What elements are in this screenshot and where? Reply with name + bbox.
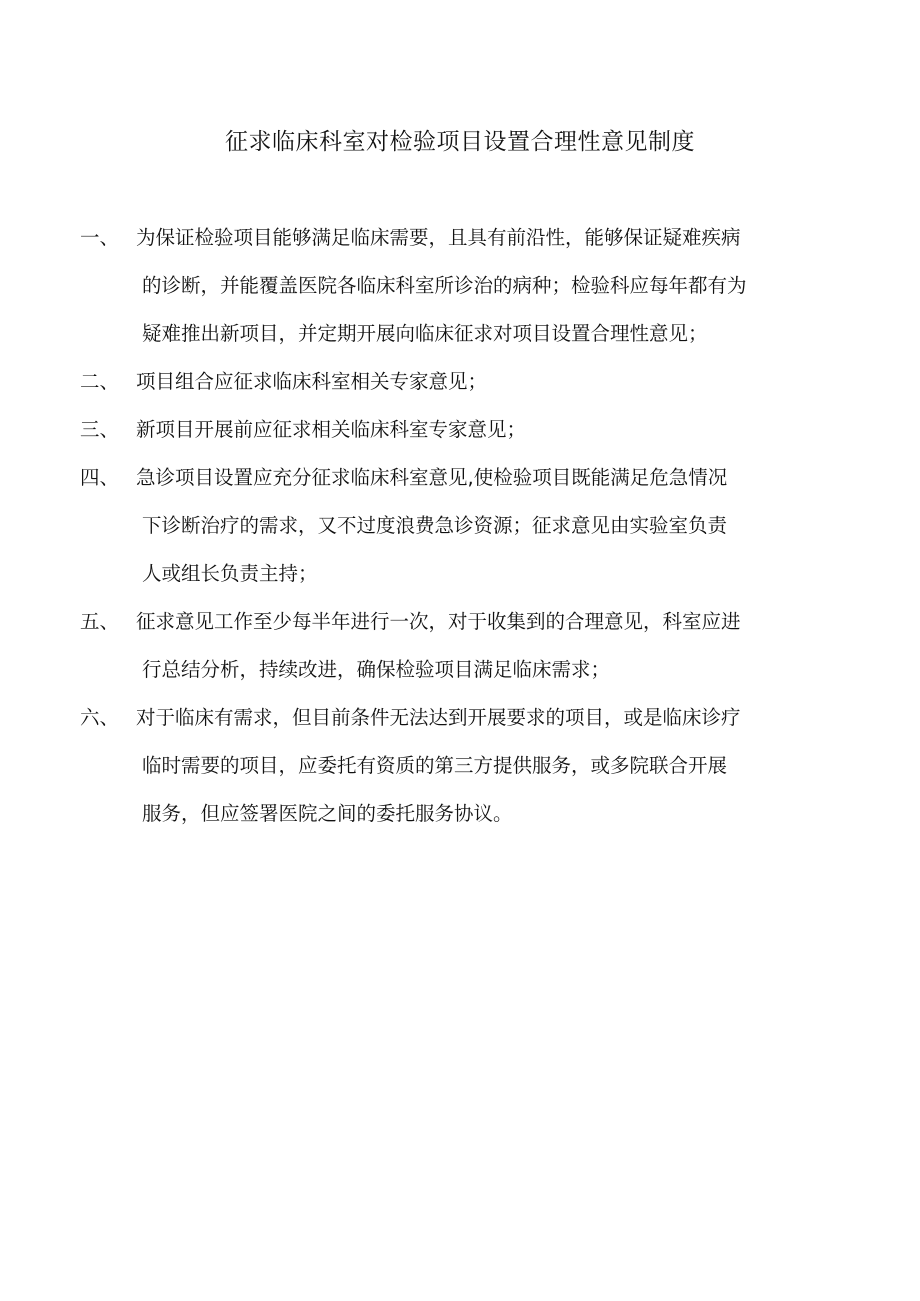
clause-3 <box>80 406 860 454</box>
document-title: 征求临床科室对检验项目设置合理性意见制度 <box>225 129 695 155</box>
clause-5 <box>80 598 860 694</box>
clause-text <box>136 358 860 406</box>
clause-number: 五、 <box>80 610 120 633</box>
clause-line: 行总结分析，持续改进，确保检验项目满足临床需求； <box>142 658 611 681</box>
clause-number: 二、 <box>80 370 120 393</box>
clause-line: 下诊断治疗的需求，又不过度浪费急诊资源；征求意见由实验室负责 <box>142 514 728 537</box>
clause-list <box>80 214 860 838</box>
clause-6 <box>80 694 860 838</box>
clause-line: 服务，但应签署医院之间的委托服务协议。 <box>142 802 513 825</box>
clause-line: 项目组合应征求临床科室相关专家意见； <box>136 370 488 393</box>
clause-text <box>136 406 860 454</box>
clause-line: 为保证检验项目能够满足临床需要，且具有前沿性，能够保证疑难疾病 <box>136 226 741 249</box>
clause-line: 急诊项目设置应充分征求临床科室意见,使检验项目既能满足危急情况 <box>136 466 728 489</box>
clause-2 <box>80 358 860 406</box>
clause-text <box>136 214 860 358</box>
clause-text <box>136 598 860 694</box>
clause-line: 的诊断，并能覆盖医院各临床科室所诊治的病种；检验科应每年都有为 <box>142 274 747 297</box>
clause-number: 三、 <box>80 418 120 441</box>
clause-line: 新项目开展前应征求相关临床科室专家意见； <box>136 418 527 441</box>
clause-4 <box>80 454 860 598</box>
clause-line: 人或组长负责主持； <box>142 562 318 585</box>
clause-line: 征求意见工作至少每半年进行一次，对于收集到的合理意见，科室应进 <box>136 610 741 633</box>
clause-line: 对于临床有需求，但目前条件无法达到开展要求的项目，或是临床诊疗 <box>136 706 741 729</box>
clause-1 <box>80 214 860 358</box>
clause-number: 一、 <box>80 226 120 249</box>
clause-number: 四、 <box>80 466 120 489</box>
clause-line: 疑难推出新项目，并定期开展向临床征求对项目设置合理性意见； <box>142 322 708 345</box>
clause-number: 六、 <box>80 706 120 729</box>
clause-text <box>136 694 860 838</box>
clause-line: 临时需要的项目，应委托有资质的第三方提供服务，或多院联合开展 <box>142 754 728 777</box>
clause-text <box>136 454 860 598</box>
